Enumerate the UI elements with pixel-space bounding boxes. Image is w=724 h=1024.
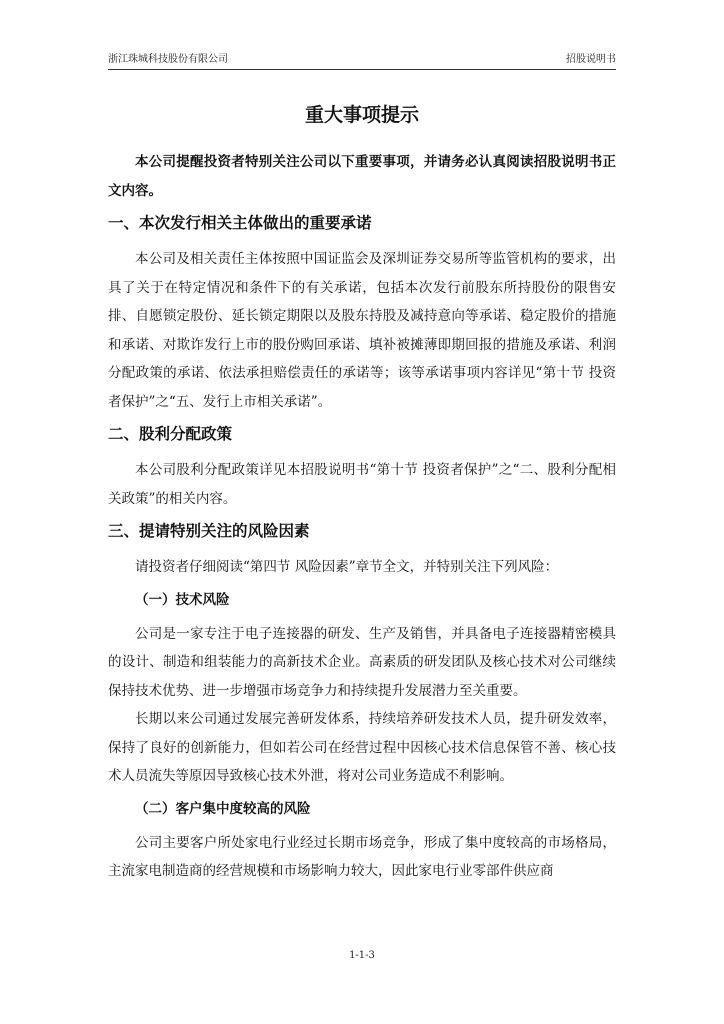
header-doc-type: 招股说明书 — [566, 54, 616, 65]
technology-risk-paragraph-1: 公司是一家专注于电子连接器的研发、生产及销售，并具备电子连接器精密模具的设计、制造和组装能力的高新技术企业。高素质的研发团队及核心技术对公司继续保持技术优势、进一步增强市场竞争力和持续提升发展潜力至关重要。 — [108, 625, 616, 699]
document-title: 重大事项提示 — [304, 104, 419, 126]
technology-risk-paragraph-2: 长期以来公司通过发展完善研发体系，持续培养研发技术人员，提升研发效率，保持了良好的创新能力，但如若公司在经营过程中因核心技术信息保管不善、核心技术人员流失等原因导致核心技术外泄，将对公司业务造成不利影响。 — [108, 711, 616, 784]
subsection-heading-technology-risk: （一）技术风险 — [135, 591, 230, 608]
page-header — [108, 52, 616, 68]
section-heading-risk-factors: 三、提请特别关注的风险因素 — [108, 522, 310, 540]
intro-paragraph: 本公司提醒投资者特别关注公司以下重要事项，并请务必认真阅读招股说明书正文内容。 — [108, 154, 616, 199]
header-company-name: 浙江珠城科技股份有限公司 — [108, 54, 228, 65]
section-heading-dividend-policy: 二、股利分配政策 — [108, 425, 233, 443]
page-number: 1-1-3 — [349, 950, 375, 961]
subsection-heading-customer-concentration-risk: （二）客户集中度较高的风险 — [135, 800, 311, 817]
customer-concentration-paragraph: 公司主要客户所处家电行业经过长期市场竞争，形成了集中度较高的市场格局，主流家电制造商的经营规模和市场影响力较大，因此家电行业零部件供应商 — [108, 834, 616, 879]
risk-factors-intro-paragraph: 请投资者仔细阅读“第四节 风险因素”章节全文，并特别关注下列风险： — [135, 559, 559, 575]
commitments-paragraph: 本公司及相关责任主体按照中国证监会及深圳证券交易所等监管机构的要求，出具了关于在特定情况和条件下的有关承诺，包括本次发行前股东所持股份的限售安排、自愿锁定股份、延长锁定期限以及股东持股及减持意向等承诺、稳定股价的措施和承诺、对欺诈发行上市的股份购回承诺、填补被摊薄即期回报的措施及承诺、利润分配政策的承诺、依法承担赔偿责任的承诺等；该等承诺事项内容详见“第十节 投资者保护”之“五、发行上市相关承诺”。 — [108, 251, 616, 410]
header-divider — [108, 69, 616, 70]
section-heading-commitments: 一、本次发行相关主体做出的重要承诺 — [108, 214, 372, 232]
dividend-policy-paragraph: 本公司股利分配政策详见本招股说明书“第十节 投资者保护”之“二、股利分配相关政策”的相关内容。 — [108, 462, 616, 507]
document-body — [108, 100, 616, 886]
